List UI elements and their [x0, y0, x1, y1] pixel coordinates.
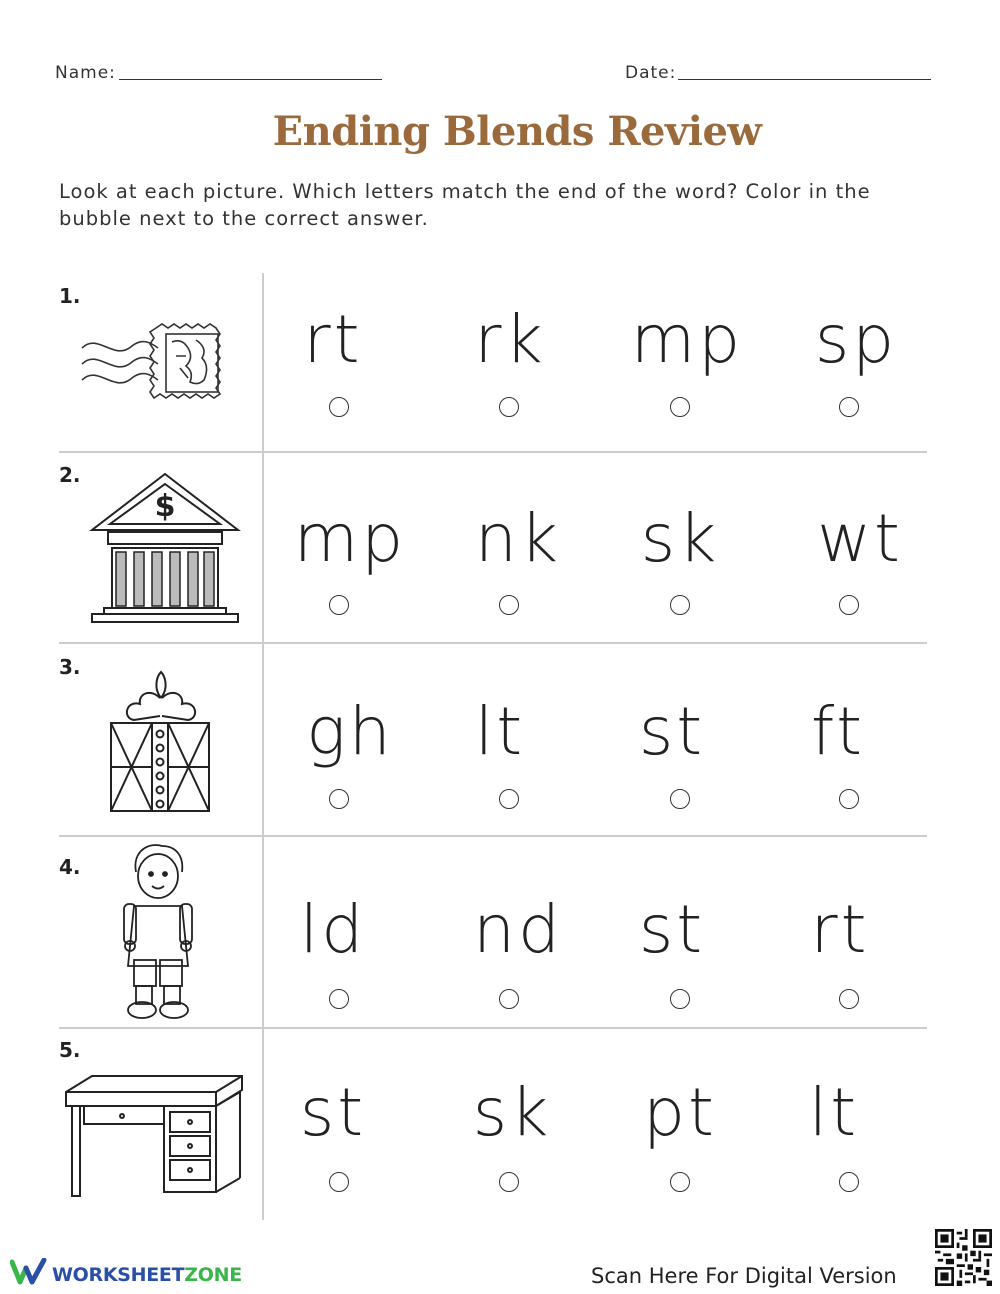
answer-bubble[interactable] [329, 595, 349, 615]
answer-bubble[interactable] [839, 595, 859, 615]
stamp-icon [80, 318, 228, 410]
answer-bubble[interactable] [329, 989, 349, 1009]
answer-option: st [638, 891, 706, 968]
answer-option: rt [810, 891, 870, 968]
answer-bubble[interactable] [839, 397, 859, 417]
brand-part-1: WORKSHEET [52, 1264, 185, 1286]
answer-bubble[interactable] [499, 397, 519, 417]
answer-option: sp [814, 301, 898, 378]
answer-option: pt [643, 1074, 717, 1151]
row-divider [59, 451, 927, 453]
answer-bubble[interactable] [329, 789, 349, 809]
answer-bubble[interactable] [499, 1172, 519, 1192]
answer-bubble[interactable] [329, 1172, 349, 1192]
answer-option: sk [640, 500, 720, 577]
question-number: 3. [59, 655, 81, 679]
question-number: 2. [59, 463, 81, 487]
answer-option: lt [808, 1074, 860, 1151]
answer-bubble[interactable] [839, 789, 859, 809]
instructions: Look at each picture. Which letters match the end of the word? Color in the bubble next to the correct answer. [59, 180, 871, 230]
answer-bubble[interactable] [499, 989, 519, 1009]
answer-option: lt [474, 693, 526, 770]
date-field[interactable] [678, 79, 931, 80]
answer-bubble[interactable] [499, 789, 519, 809]
desk-icon [62, 1070, 244, 1198]
worksheet-zone-logo-icon [10, 1258, 48, 1286]
answer-option: nk [474, 500, 562, 577]
answer-option: mp [630, 301, 744, 378]
answer-option: ld [299, 891, 367, 968]
answer-bubble[interactable] [670, 789, 690, 809]
answer-option: nd [473, 891, 563, 968]
answer-bubble[interactable] [839, 989, 859, 1009]
answer-bubble[interactable] [670, 989, 690, 1009]
brand-name [52, 1264, 242, 1286]
row-divider [59, 642, 927, 644]
question-number: 5. [59, 1038, 81, 1062]
brand-part-2: ZONE [184, 1264, 242, 1286]
boy-icon [118, 842, 198, 1024]
answer-option: st [299, 1074, 367, 1151]
answer-option: sk [472, 1074, 552, 1151]
name-label: Name: [55, 63, 116, 83]
answer-option: rt [303, 301, 363, 378]
svg-text:$: $ [154, 489, 176, 524]
row-divider [59, 1027, 927, 1029]
answer-option: gh [306, 693, 394, 770]
answer-bubble[interactable] [329, 397, 349, 417]
answer-option: rk [474, 301, 546, 378]
answer-option: st [638, 693, 706, 770]
answer-bubble[interactable] [499, 595, 519, 615]
date-label: Date: [625, 63, 677, 83]
bank-icon [88, 470, 242, 628]
answer-bubble[interactable] [670, 595, 690, 615]
answer-option: ft [811, 693, 865, 770]
answer-bubble[interactable] [670, 1172, 690, 1192]
answer-option: wt [817, 500, 903, 577]
name-field[interactable] [119, 79, 382, 80]
row-divider [59, 835, 927, 837]
answer-option: mp [293, 500, 407, 577]
answer-bubble[interactable] [839, 1172, 859, 1192]
question-number: 1. [59, 284, 81, 308]
worksheet-title: Ending Blends Review [272, 108, 762, 155]
gift-icon [106, 668, 216, 818]
qr-code-icon[interactable] [935, 1229, 992, 1286]
answer-bubble[interactable] [670, 397, 690, 417]
scan-text: Scan Here For Digital Version [591, 1264, 897, 1288]
question-number: 4. [59, 855, 81, 879]
